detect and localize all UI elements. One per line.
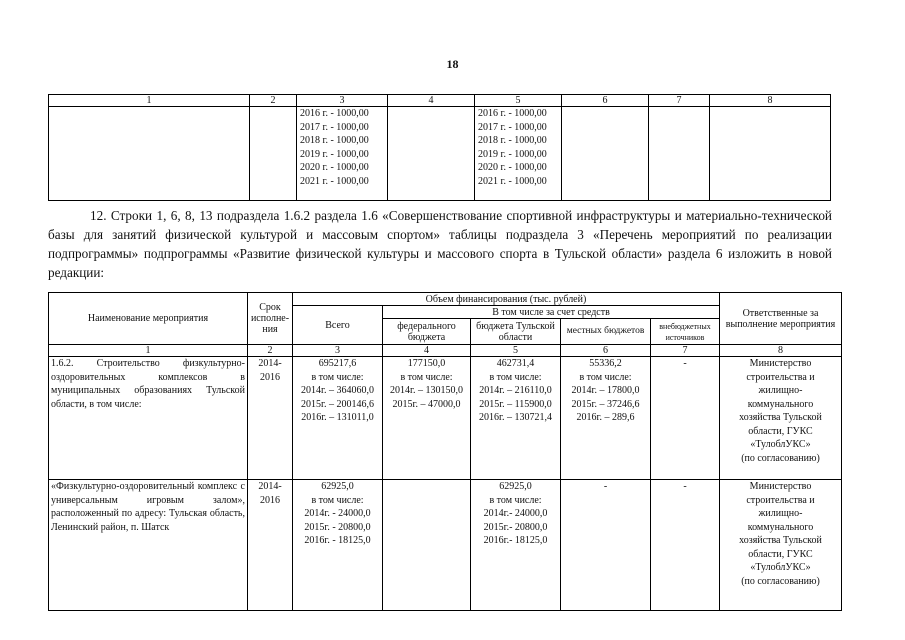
- value-line: 2015г. – 200146,6: [301, 398, 374, 410]
- continuation-table: [48, 94, 831, 201]
- value-line: области, ГУКС: [748, 548, 813, 560]
- value-line: 695217,6: [318, 358, 357, 369]
- year-value: 2018 г. - 1000,00: [478, 135, 547, 146]
- activities-table: [48, 292, 842, 611]
- page-number: 18: [446, 57, 459, 71]
- value-line: 2014г. - 24000,0: [304, 508, 371, 519]
- col-number: 5: [471, 345, 561, 357]
- value-line: 2014г. – 364060,0: [301, 385, 374, 396]
- year-value: 2021 г. - 1000,00: [300, 175, 369, 187]
- value-line: 2016г. – 131011,0: [301, 412, 374, 423]
- header-regional: бюджета Тульской области: [471, 319, 561, 345]
- header-offbudget: внебюджетных источников: [651, 319, 720, 345]
- value-line: в том числе:: [311, 371, 364, 383]
- table-cell: [649, 107, 710, 201]
- value-line: 2014г.- 24000,0: [483, 508, 548, 519]
- funding-offbudget: -: [651, 357, 720, 480]
- col-number: 6: [561, 345, 651, 357]
- value-line: 2014г. – 216110,0: [479, 385, 552, 396]
- value-line: строительства и: [746, 371, 815, 383]
- value-line: Министерство: [749, 358, 812, 369]
- table-cell: [710, 107, 831, 201]
- value-line: Министерство: [749, 481, 812, 492]
- year-value: 2019 г. - 1000,00: [300, 148, 369, 160]
- funding-local: [561, 357, 651, 480]
- col-number: 3: [297, 95, 388, 107]
- table-cell: [49, 107, 250, 201]
- year-value: 2017 г. - 1000,00: [300, 121, 369, 133]
- year-values-col5: [475, 107, 562, 201]
- value-line: 462731,4: [496, 358, 535, 369]
- value-line: 2015г. – 37246,6: [571, 398, 640, 410]
- table-cell: [250, 107, 297, 201]
- responsible: [720, 357, 842, 480]
- value-line: 2015г.- 20800,0: [483, 521, 548, 533]
- activity-name: «Физкультурно-оздоровительный комплекс с универсальным игровым залом», расположенный по адресу: Тульская область, Ленинский район, п. Шатск: [49, 480, 248, 611]
- col-number: 4: [383, 345, 471, 357]
- header-federal: федерального бюджета: [383, 319, 471, 345]
- value-line: 2015г. - 20800,0: [304, 521, 371, 533]
- year-value: 2020 г. - 1000,00: [300, 162, 369, 173]
- col-number: 6: [562, 95, 649, 107]
- col-number: 4: [388, 95, 475, 107]
- value-line: строительства и: [746, 494, 815, 506]
- value-line: в том числе:: [579, 371, 632, 383]
- header-responsible: Ответственные за выполнение мероприятия: [720, 293, 842, 345]
- col-number: 2: [250, 95, 297, 107]
- funding-regional: [471, 480, 561, 611]
- year-value: 2019 г. - 1000,00: [478, 148, 547, 160]
- table1-header-row: [49, 95, 831, 107]
- funding-total: [293, 480, 383, 611]
- year-value: 2016 г. - 1000,00: [300, 108, 369, 119]
- term-line: 2014-: [258, 358, 282, 369]
- value-line: области, ГУКС: [748, 425, 813, 437]
- value-line: 2014г. – 17800,0: [571, 385, 640, 396]
- table-row: [49, 357, 842, 480]
- value-line: в том числе:: [489, 494, 542, 506]
- funding-regional: [471, 357, 561, 480]
- value-line: 62925,0: [499, 481, 532, 492]
- funding-local: -: [561, 480, 651, 611]
- funding-total: [293, 357, 383, 480]
- year-value: 2020 г. - 1000,00: [478, 162, 547, 173]
- amendment-paragraph: 12. Строки 1, 6, 8, 13 подраздела 1.6.2 раздела 1.6 «Совершенствование спортивной инфраструктуры и материально-технической базы для занятий физической культурой и массовым спортом» таблицы подраздела 3 «Перечень мероприятий по реализации подпрограммы» подпрограммы «Развитие физической культуры и массового спорта в Тульской области» раздела 6 изложить в новой редакции:: [48, 208, 832, 280]
- col-number: 8: [720, 345, 842, 357]
- col-number: 5: [475, 95, 562, 107]
- col-number: 1: [49, 95, 250, 107]
- value-line: 2016г. - 18125,0: [304, 535, 371, 546]
- value-line: 2016г. – 130721,4: [479, 412, 552, 423]
- activity-name: 1.6.2. Строительство физкультурно-оздоровительных комплексов в муниципальных образованиях Тульской области, в том числе:: [49, 357, 248, 480]
- value-line: жилищно-: [758, 508, 803, 519]
- value-line: в том числе:: [489, 371, 542, 383]
- col-number: 1: [49, 345, 248, 357]
- value-line: 177150,0: [407, 358, 446, 369]
- year-values-col3: [297, 107, 388, 201]
- col-number: 7: [651, 345, 720, 357]
- value-line: хозяйства Тульской: [739, 535, 822, 546]
- value-line: «ТулоблУКС»: [750, 562, 811, 573]
- value-line: 2016г.- 18125,0: [483, 535, 548, 546]
- header-total: Всего: [293, 306, 383, 345]
- value-line: 2014г. – 130150,0: [390, 385, 463, 396]
- value-line: «ТулоблУКС»: [750, 439, 811, 450]
- value-line: 2015г. – 47000,0: [392, 398, 461, 410]
- year-value: 2021 г. - 1000,00: [478, 175, 547, 187]
- funding-federal: [383, 480, 471, 611]
- header-including: В том числе за счет средств: [383, 306, 720, 319]
- value-line: коммунального: [747, 521, 814, 533]
- header-local: местных бюджетов: [561, 319, 651, 345]
- col-number: 8: [710, 95, 831, 107]
- term-line: 2014-: [258, 481, 282, 492]
- header-name: Наименование мероприятия: [49, 293, 248, 345]
- year-value: 2017 г. - 1000,00: [478, 121, 547, 133]
- col-number: 2: [248, 345, 293, 357]
- responsible: [720, 480, 842, 611]
- table-row: [49, 480, 842, 611]
- value-line: хозяйства Тульской: [739, 412, 822, 423]
- year-value: 2018 г. - 1000,00: [300, 135, 369, 146]
- value-line: (по согласованию): [741, 575, 820, 587]
- value-line: 62925,0: [321, 481, 354, 492]
- table1-data-row: [49, 107, 831, 201]
- funding-federal: [383, 357, 471, 480]
- value-line: (по согласованию): [741, 452, 820, 464]
- value-line: 2016г. – 289,6: [576, 412, 635, 423]
- value-line: жилищно-: [758, 385, 803, 396]
- header-term: Срок исполне- ния: [248, 293, 293, 345]
- table2-number-row: [49, 345, 842, 357]
- value-line: коммунального: [747, 398, 814, 410]
- table2-header-row: [49, 293, 842, 306]
- year-value: 2016 г. - 1000,00: [478, 108, 547, 119]
- header-funding: Объем финансирования (тыс. рублей): [293, 293, 720, 306]
- value-line: в том числе:: [400, 371, 453, 383]
- table-cell: [388, 107, 475, 201]
- term-line: 2016: [260, 371, 280, 383]
- value-line: 2015г. – 115900,0: [479, 398, 552, 410]
- value-line: 55336,2: [589, 358, 622, 369]
- table-cell: [562, 107, 649, 201]
- activity-term: [248, 480, 293, 611]
- value-line: в том числе:: [311, 494, 364, 506]
- funding-offbudget: -: [651, 480, 720, 611]
- activity-term: [248, 357, 293, 480]
- term-line: 2016: [260, 494, 280, 506]
- col-number: 7: [649, 95, 710, 107]
- col-number: 3: [293, 345, 383, 357]
